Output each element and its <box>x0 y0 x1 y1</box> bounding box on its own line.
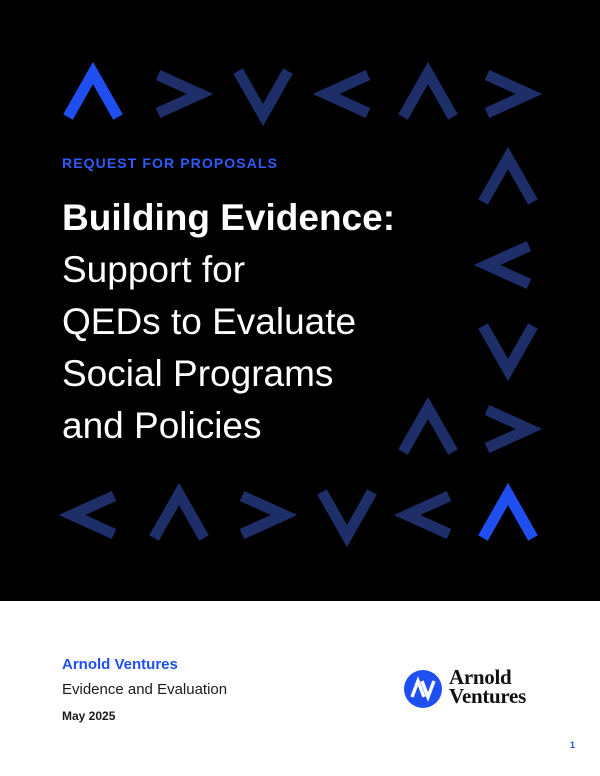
logo-line: Ventures <box>449 684 526 708</box>
caret-up-icon <box>62 67 124 121</box>
caret-right-icon <box>148 67 210 121</box>
caret-down-icon <box>316 488 378 542</box>
title-bold-line: Building Evidence: <box>62 197 396 238</box>
program-name: Evidence and Evaluation <box>62 681 228 698</box>
title-line: QEDs to Evaluate <box>62 301 357 342</box>
caret-up-icon <box>477 152 539 206</box>
caret-left-icon <box>397 488 459 542</box>
caret-right-icon <box>477 402 539 456</box>
logo-wordmark <box>449 665 526 708</box>
caret-right-icon <box>232 488 294 542</box>
organization-name: Arnold Ventures <box>62 656 178 673</box>
title-line: and Policies <box>62 405 262 446</box>
document-title <box>62 192 462 452</box>
page-number: 1 <box>570 740 576 750</box>
eyebrow-label: REQUEST FOR PROPOSALS <box>62 155 279 171</box>
arnold-ventures-logo <box>404 665 554 710</box>
title-line: Social Programs <box>62 353 334 394</box>
caret-left-icon <box>316 67 378 121</box>
caret-up-icon <box>477 488 539 542</box>
caret-up-icon <box>397 67 459 121</box>
caret-up-icon <box>148 488 210 542</box>
logo-line: Arnold <box>449 665 512 689</box>
caret-down-icon <box>477 322 539 376</box>
caret-left-icon <box>477 238 539 292</box>
caret-right-icon <box>477 67 539 121</box>
publication-date: May 2025 <box>62 709 116 723</box>
title-line: Support for <box>62 249 246 290</box>
caret-down-icon <box>232 67 294 121</box>
caret-left-icon <box>62 488 124 542</box>
av-logo-icon <box>404 670 442 708</box>
